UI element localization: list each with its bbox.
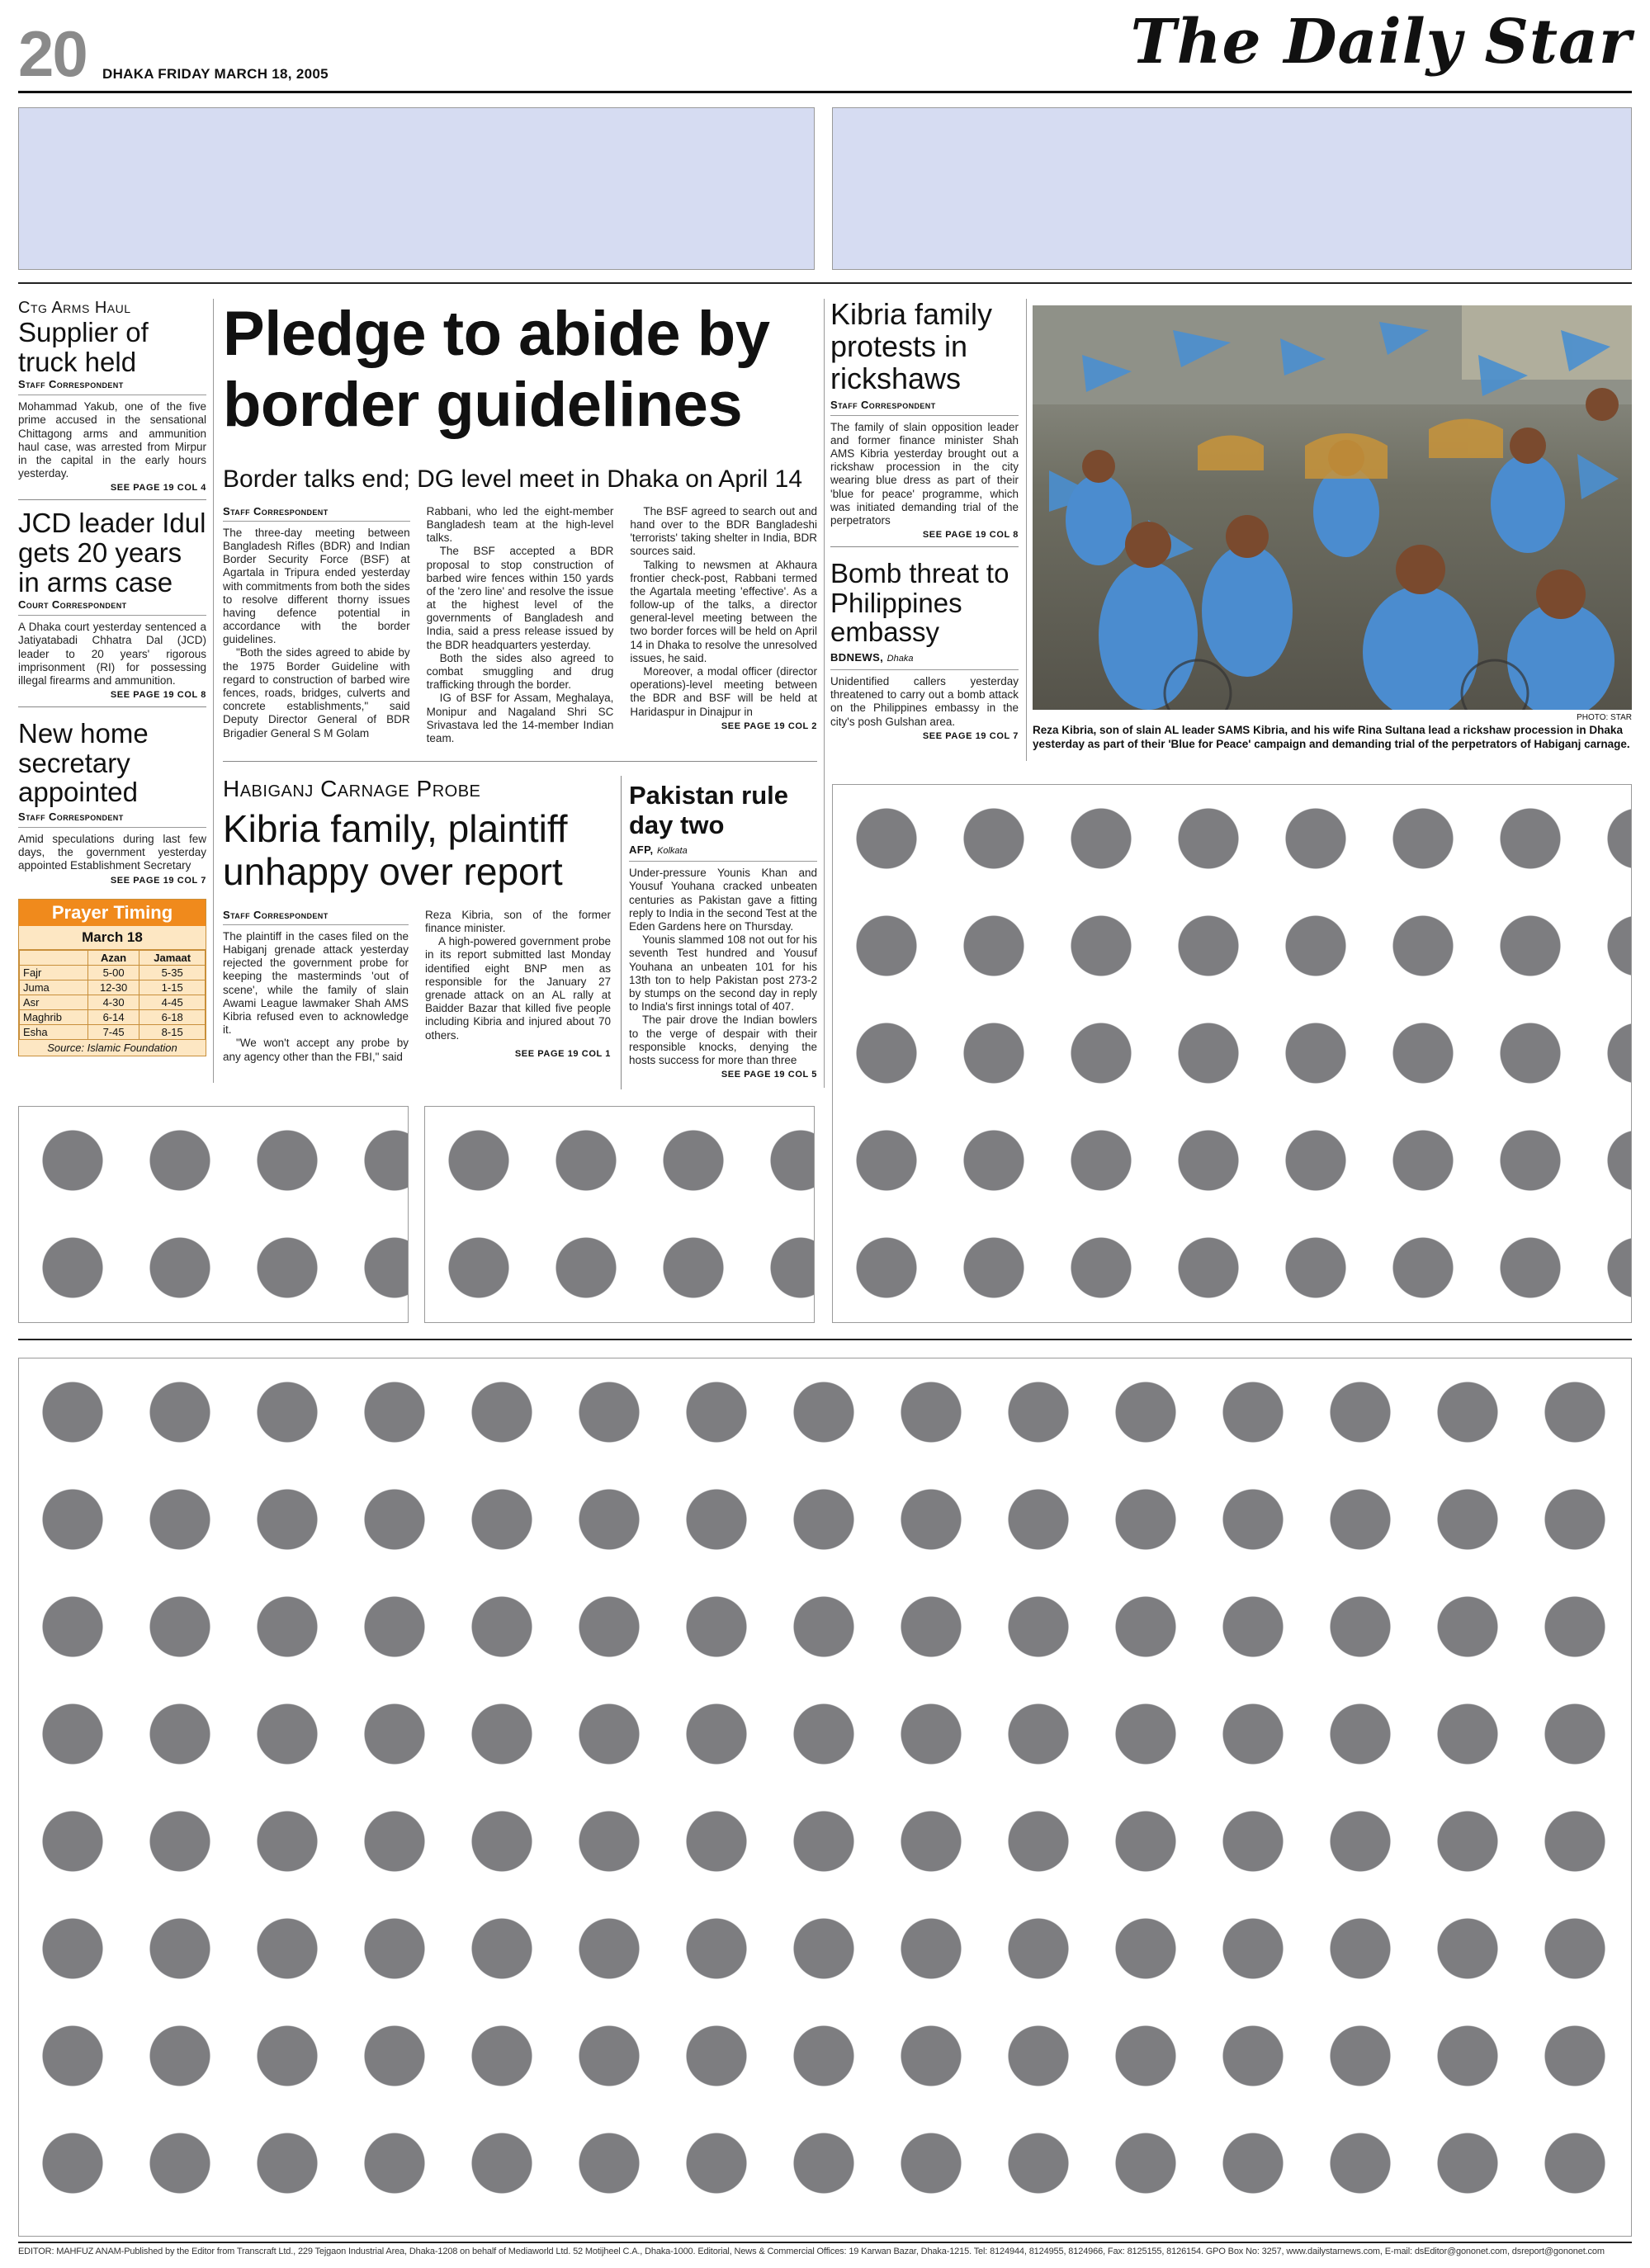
see-page-link[interactable]: SEE PAGE 19 COL 4 — [110, 483, 206, 494]
prayer-name: Juma — [20, 980, 88, 995]
prayer-azan: 12-30 — [87, 980, 139, 995]
story-paragraph: The pair drove the Indian bowlers to the verge of despair with their responsible knocks, denying the hosts success for more than three — [629, 1014, 817, 1066]
story-headline[interactable]: New home secretary appointed — [18, 718, 149, 808]
prayer-date: March 18 — [19, 926, 206, 950]
pakistan-story — [629, 781, 817, 1080]
ad-banner-left[interactable] — [18, 107, 815, 270]
story-paragraph: Rabbani, who led the eight-member Bangladesh team at the high-level talks. — [426, 504, 614, 545]
prayer-jamaat: 4-45 — [139, 995, 206, 1009]
story-paragraph: The BSF accepted a BDR proposal to stop construction of barbed wire fences within 150 yards of the 'zero line' and resolve the issue at the highest level of the governments of Bangladesh and India, said a press release issued by the BDR headquarters yesterday. — [426, 545, 614, 651]
see-page-link[interactable]: SEE PAGE 19 COL 8 — [110, 690, 206, 701]
prayer-row — [20, 1009, 206, 1024]
prayer-col-header — [20, 950, 88, 965]
news-photo[interactable] — [1033, 305, 1632, 710]
ad-block-small-left[interactable] — [18, 1106, 409, 1323]
prayer-row — [20, 1024, 206, 1039]
prayer-name: Esha — [20, 1024, 88, 1039]
ad-block-tall-right[interactable] — [832, 784, 1632, 1323]
prayer-timing-box — [18, 899, 206, 1056]
ad-block-bottom-large[interactable] — [18, 1358, 1632, 2237]
story-paragraph: The three-day meeting between Bangladesh Rifles (BDR) and Indian Border Security Force (BSF) at Agartala in Tripura ended yesterday with commitments from both the sides to resolve different thorny issues having defence potential in accordance with the border guidelines. — [223, 526, 410, 646]
lead-headline[interactable]: Pledge to abide by border guidelines — [223, 299, 770, 440]
story-dateline: Kolkata — [657, 846, 688, 857]
prayer-title: Prayer Timing — [19, 900, 206, 926]
story-headline[interactable]: Kibria family protests in rickshaws — [830, 297, 993, 395]
lead-subhead: Border talks end; DG level meet in Dhaka on April 14 — [223, 465, 803, 493]
story-headline[interactable]: Pakistan rule day two — [629, 781, 788, 839]
story-paragraph: Younis slammed 108 not out for his seventh Test hundred and Yousuf Youhana an unbeaten 101 for his 13th ton to help Pakistan post 273-2 by stumps on the second day in reply to India's first innings total of 407. — [629, 933, 817, 1014]
prayer-azan: 7-45 — [87, 1024, 139, 1039]
prayer-jamaat: 8-15 — [139, 1024, 206, 1039]
rickshaw-procession-image — [1033, 305, 1632, 710]
prayer-row — [20, 995, 206, 1009]
story-byline: Court Correspondent — [18, 598, 127, 612]
prayer-name: Fajr — [20, 965, 88, 980]
kibria-probe-story — [223, 776, 611, 1064]
prayer-jamaat: 1-15 — [139, 980, 206, 995]
see-page-link[interactable]: SEE PAGE 19 COL 7 — [110, 875, 206, 886]
lead-story — [223, 299, 817, 745]
prayer-col-header: Azan — [87, 950, 139, 965]
ad-banner-right[interactable] — [832, 107, 1632, 270]
story-kicker: Ctg Arms Haul — [18, 299, 131, 317]
photo-caption: Reza Kibria, son of slain AL leader SAMS Kibria, and his wife Rina Sultana lead a rickshaw procession in Dhaka yesterday as part of their 'Blue for Peace' campaign and demanding trial of the perpetrators of Habiganj carnage. — [1033, 724, 1630, 750]
see-page-link[interactable]: SEE PAGE 19 COL 1 — [514, 1048, 611, 1059]
story-byline: Staff Correspondent — [830, 398, 936, 411]
see-page-link[interactable]: SEE PAGE 19 COL 5 — [721, 1070, 817, 1080]
story-paragraph: IG of BSF for Assam, Meghalaya, Monipur and Nagaland Shri SC Srivastava led the 14-member Indian team. — [426, 692, 614, 744]
story-paragraph: The plaintiff in the cases filed on the Habiganj grenade attack yesterday rejected the government probe for keeping the masterminds 'out of scene', while the family of slain Awami League lawmaker Shah AMS Kibria refused even to acknowledge it. — [223, 929, 409, 1037]
prayer-source: Source: Islamic Foundation — [47, 1041, 177, 1054]
prayer-name: Asr — [20, 995, 88, 1009]
story-byline: AFP, — [629, 843, 654, 857]
prayer-azan: 4-30 — [87, 995, 139, 1009]
story-headline[interactable]: Supplier of truck held — [18, 317, 149, 377]
story-byline: BDNEWS, — [830, 651, 884, 664]
header-rule — [18, 91, 1632, 93]
story-byline: Staff Correspondent — [223, 504, 329, 517]
story-byline: Staff Correspondent — [18, 378, 124, 391]
left-column — [18, 299, 206, 1056]
story-body: The family of slain opposition leader and former finance minister Shah AMS Kibria yesterday brought out a rickshaw procession in the city wearing blue dress as part of their 'blue for peace' programme, which was initiated demanding trial of the perpetrators — [830, 420, 1019, 527]
story-paragraph: "Both the sides agreed to abide by the 1975 Border Guideline with regard to construction of barbed wire fences, roads, bridges, culverts and concrete establishments," said Deputy Director General of BDR Brigadier General S M Golam — [223, 646, 410, 739]
story-dateline: Dhaka — [886, 654, 914, 664]
story-paragraph: The BSF agreed to search out and hand over to the BDR Bangladeshi 'terrorists' taking shelter in India, BDR sources said. — [630, 504, 818, 558]
right-brief-column — [830, 299, 1019, 741]
story-body: Mohammad Yakub, one of the five prime accused in the sensational Chittagong arms and ammunition haul case, was arrested from Mirpur in the capital in the early hours yesterday. — [18, 400, 206, 480]
story-byline: Staff Correspondent — [18, 810, 124, 824]
story-body: A Dhaka court yesterday sentenced a Jatiyatabadi Chhatra Dal (JCD) leader to 20 years' rigorous imprisonment (RI) for possessing illegal firearms and ammunition. — [18, 621, 206, 687]
see-page-link[interactable]: SEE PAGE 19 COL 2 — [721, 721, 818, 731]
prayer-col-header: Jamaat — [139, 950, 206, 965]
prayer-jamaat: 6-18 — [139, 1009, 206, 1024]
prayer-row — [20, 965, 206, 980]
story-byline: Staff Correspondent — [223, 908, 329, 921]
story-paragraph: Under-pressure Younis Khan and Yousuf Youhana cracked unbeaten centuries as Pakistan gave a fitting reply to India in the second Test at the Eden Gardens here on Thursday. — [629, 867, 817, 933]
story-body: Unidentified callers yesterday threatened to carry out a bomb attack on the Philippines embassy in the city's posh Gulshan area. — [830, 675, 1019, 728]
story-headline[interactable]: Kibria family, plaintiff unhappy over report — [223, 807, 568, 894]
ad-block-small-middle[interactable] — [424, 1106, 815, 1323]
story-paragraph: Talking to newsmen at Akhaura frontier check-post, Rabbani termed the Agartala meeting 'effective'. As a follow-up of the talks, a director general-level meeting between the two border forces will be held on April 14 in Dhaka to resolve the unresolved issues, he said. — [630, 558, 818, 664]
story-paragraph: Reza Kibria, son of the former finance minister. — [425, 908, 611, 935]
story-paragraph: "We won't accept any probe by any agency other than the FBI," said — [223, 1037, 409, 1063]
prayer-row — [20, 980, 206, 995]
story-paragraph: Moreover, a modal officer (director operations)-level meeting between the BDR and BSF will be held at Haridaspur in Dinajpur in — [630, 665, 818, 718]
story-headline[interactable]: Bomb threat to Philippines embassy — [830, 558, 1009, 648]
see-page-link[interactable]: SEE PAGE 19 COL 7 — [922, 730, 1019, 741]
story-paragraph: Both the sides also agreed to combat smuggling and drug trafficking through the border. — [426, 651, 614, 692]
story-body: Amid speculations during last few days, the government yesterday appointed Establishment Secretary — [18, 833, 206, 872]
prayer-azan: 5-00 — [87, 965, 139, 980]
prayer-name: Maghrib — [20, 1009, 88, 1024]
prayer-jamaat: 5-35 — [139, 965, 206, 980]
see-page-link[interactable]: SEE PAGE 19 COL 8 — [922, 530, 1019, 541]
section-rule — [18, 282, 1632, 284]
prayer-table — [19, 950, 206, 1040]
prayer-azan: 6-14 — [87, 1009, 139, 1024]
page-number: 20 — [18, 17, 87, 90]
masthead-logo: The Daily Star — [1130, 7, 1632, 78]
story-headline[interactable]: JCD leader Idul gets 20 years in arms case — [18, 508, 206, 598]
story-kicker: Habiganj Carnage Probe — [223, 776, 481, 801]
photo-credit: PHOTO: STAR — [1577, 713, 1632, 722]
story-paragraph: A high-powered government probe in its report submitted last Monday identified eight BNP men as responsible for the January 27 grenade attack on an AL rally at Baidder Bazar that killed five people including Kibria and injured about 70 others. — [425, 935, 611, 1042]
imprint-footer: EDITOR: MAHFUZ ANAM-Published by the Editor from Transcraft Ltd., 229 Tejgaon Industrial Area, Dhaka-1208 on behalf of Mediaworld Ltd. 52 Motijheel C.A., Dhaka-1000. Editorial, News & Commercial Offices: 19 Karwan Bazar, Dhaka-1215. Tel: 8124944, 8124955, 8124966, Fax: 8125155, 8126154. GPO Box No: 3257, www.dailystarnews.com, E-mail: dsEditor@gononet.com, dsreport@gononet.com — [18, 2247, 1605, 2256]
dateline: DHAKA FRIDAY MARCH 18, 2005 — [102, 66, 329, 82]
